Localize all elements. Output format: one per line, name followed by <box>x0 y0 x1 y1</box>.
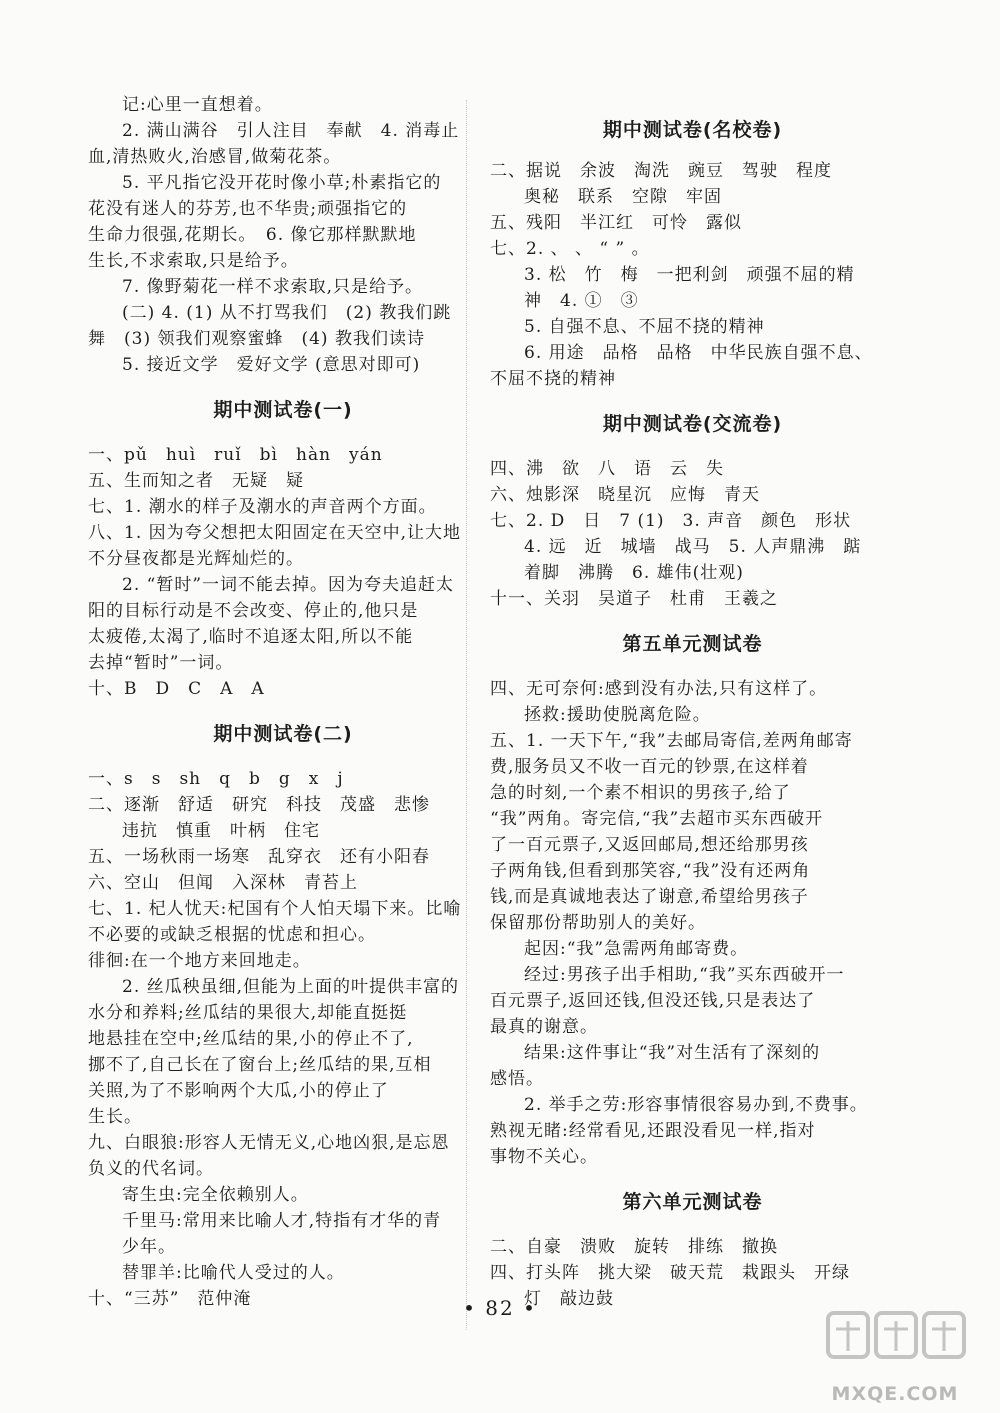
answer-line: 七、1. 潮水的样子及潮水的声音两个方面。 <box>88 497 437 517</box>
answer-line: 五、1. 一天下午,“我”去邮局寄信,差两角邮寄 <box>490 731 853 751</box>
section-heading: 期中测试卷(名校卷) <box>602 119 783 141</box>
answer-line: 六、空山 但闻 入深林 青苔上 <box>88 873 358 893</box>
answer-line: 4. 远 近 城墙 战马 5. 人声鼎沸 踮 <box>524 537 862 557</box>
answer-line: “我”两角。寄完信,“我”去超市买东西破开 <box>490 809 824 829</box>
answer-line: 寄生虫:完全依赖别人。 <box>122 1185 309 1205</box>
answer-line: 七、1. 杞人忧天:杞国有个人怕天塌下来。比喻 <box>88 899 462 919</box>
answer-line: 五、一场秋雨一场寒 乱穿衣 还有小阳春 <box>88 847 430 867</box>
answer-line: 不分昼夜都是光辉灿烂的。 <box>88 549 304 569</box>
answer-line: 结果:这件事让“我”对生活有了深刻的 <box>524 1043 821 1063</box>
answer-line: 少年。 <box>122 1237 176 1257</box>
answer-line: 阳的目标行动是不会改变、停止的,他只是 <box>88 601 419 621</box>
answer-line: 九、白眼狼:形容人无情无义,心地凶狠,是忘恩 <box>88 1133 450 1153</box>
answer-line: 一、pǔ huì ruǐ bì hàn yán <box>88 445 383 465</box>
answer-line: 五、残阳 半江红 可怜 露似 <box>490 213 742 233</box>
answer-line: 子两角钱,但看到那笑容,“我”没有还两角 <box>490 861 811 881</box>
answer-line: 七、2. 、 、 “ ” 。 <box>490 239 650 259</box>
answer-line: 不屈不挠的精神 <box>490 369 616 389</box>
answer-line: 7. 像野菊花一样不求索取,只是给予。 <box>122 277 424 297</box>
answer-line: 费,服务员又不收一百元的钞票,在这样着 <box>490 757 809 777</box>
answer-line: 钱,而是真诚地表达了谢意,希望给男孩子 <box>490 887 809 907</box>
answer-line: 替罪羊:比喻代人受过的人。 <box>122 1263 345 1283</box>
answer-line: 着脚 沸腾 6. 雄伟(壮观) <box>524 563 744 583</box>
page-number: • 82 • <box>463 1296 537 1320</box>
answer-line: (二) 4. (1) 从不打骂我们 (2) 教我们跳 <box>122 303 452 323</box>
answer-line: 水分和养料;丝瓜结的果很大,却能直挺挺 <box>88 1003 408 1023</box>
answer-line: 记:心里一直想着。 <box>122 95 273 115</box>
answer-line: 最真的谢意。 <box>490 1017 598 1037</box>
answer-line: 5. 平凡指它没开花时像小草;朴素指它的 <box>122 173 442 193</box>
answer-line: 拯救:援助使脱离危险。 <box>524 705 711 725</box>
answer-line: 3. 松 竹 梅 一把利剑 顽强不屈的精 <box>524 265 855 285</box>
answer-line: 6. 用途 品格 品格 中华民族自强不息、 <box>524 343 873 363</box>
watermark-logo-icon <box>820 1295 970 1375</box>
answer-line: 生长,不求索取,只是给予。 <box>88 251 299 271</box>
answer-line: 挪不了,自己长在了窗台上;丝瓜结的果,互相 <box>88 1055 432 1075</box>
answer-line: 二、逐渐 舒适 研究 科技 茂盛 悲惨 <box>88 795 430 815</box>
answer-line: 保留那份帮助别人的美好。 <box>490 913 706 933</box>
answer-line: 六、烛影深 晓星沉 应悔 青天 <box>490 485 760 505</box>
right-column <box>490 112 895 1312</box>
answer-line: 一、s s sh q b g x j <box>88 769 344 789</box>
answer-line: 去掉“暂时”一词。 <box>88 653 234 673</box>
answer-line: 灯 敲边鼓 <box>524 1289 614 1309</box>
answer-line: 奥秘 联系 空隙 牢固 <box>524 187 722 207</box>
answer-line: 八、1. 因为夸父想把太阳固定在天空中,让大地 <box>88 523 462 543</box>
answer-line: 二、据说 余波 淘洗 豌豆 驾驶 程度 <box>490 161 832 181</box>
answer-line: 急的时刻,一个素不相识的男孩子,给了 <box>490 783 791 803</box>
answer-line: 2. “暂时”一词不能去掉。因为夸夫追赶太 <box>122 575 455 595</box>
answer-line: 生命力很强,花期长。 6. 像它那样默默地 <box>88 225 417 245</box>
answer-line: 5. 接近文学 爱好文学 (意思对即可) <box>122 355 421 375</box>
answer-line: 五、生而知之者 无疑 疑 <box>88 471 304 491</box>
answer-line: 了一百元票子,又返回邮局,想还给那男孩 <box>490 835 809 855</box>
answer-line: 二、自豪 溃败 旋转 排练 撤换 <box>490 1237 778 1257</box>
answer-line: 起因:“我”急需两角邮寄费。 <box>524 939 749 959</box>
answer-line: 徘徊:在一个地方来回地走。 <box>88 951 311 971</box>
answer-line: 5. 自强不息、不屈不挠的精神 <box>524 317 765 337</box>
answer-line: 熟视无睹:经常看见,还跟没看见一样,指对 <box>490 1121 816 1141</box>
answer-line: 千里马:常用来比喻人才,特指有才华的青 <box>122 1211 442 1231</box>
answer-line: 四、打头阵 挑大梁 破天荒 栽跟头 开绿 <box>490 1263 850 1283</box>
answer-line: 生长。 <box>88 1107 142 1127</box>
answer-line: 四、沸 欲 八 语 云 失 <box>490 459 724 479</box>
answer-line: 2. 丝瓜秧虽细,但能为上面的叶提供丰富的 <box>122 977 460 997</box>
section-heading: 期中测试卷(二) <box>213 723 353 745</box>
answer-line: 百元票子,返回还钱,但没还钱,只是表达了 <box>490 991 816 1011</box>
answer-line: 不必要的或缺乏根据的忧虑和担心。 <box>88 925 376 945</box>
answer-line: 事物不关心。 <box>490 1147 598 1167</box>
answer-line: 太疲倦,太渴了,临时不追逐太阳,所以不能 <box>88 627 414 647</box>
answer-line: 十、“三苏” 范仲淹 <box>88 1289 252 1309</box>
column-divider <box>466 100 467 1330</box>
answer-line: 舞 (3) 领我们观察蜜蜂 (4) 教我们读诗 <box>88 329 425 349</box>
answer-line: 十一、关羽 吴道子 杜甫 王羲之 <box>490 589 778 609</box>
watermark-text: MXQE.COM <box>831 1383 959 1405</box>
answer-line: 经过:男孩子出手相助,“我”买东西破开一 <box>524 965 845 985</box>
answer-line: 感悟。 <box>490 1069 544 1089</box>
answer-line: 血,清热败火,治感冒,做菊花茶。 <box>88 147 342 167</box>
answer-line: 2. 举手之劳:形容事情很容易办到,不费事。 <box>524 1095 868 1115</box>
answer-line: 关照,为了不影响两个大瓜,小的停止了 <box>88 1081 389 1101</box>
answer-line: 十、B D C A A <box>88 679 265 699</box>
answer-line: 负义的代名词。 <box>88 1159 214 1179</box>
section-heading: 第六单元测试卷 <box>622 1191 763 1213</box>
left-column <box>88 92 478 1312</box>
answer-line: 七、2. D 日 7 (1) 3. 声音 颜色 形状 <box>490 511 852 531</box>
answer-line: 花没有迷人的芬芳,也不华贵;顽强指它的 <box>88 199 408 219</box>
watermark <box>820 1295 970 1405</box>
answer-line: 四、无可奈何:感到没有办法,只有这样了。 <box>490 679 828 699</box>
section-heading: 期中测试卷(一) <box>213 399 353 421</box>
section-heading: 第五单元测试卷 <box>622 633 763 655</box>
section-heading: 期中测试卷(交流卷) <box>602 413 783 435</box>
answer-line: 神 4. ① ③ <box>524 291 639 311</box>
answer-line: 2. 满山满谷 引人注目 奉献 4. 消毒止 <box>122 121 460 141</box>
answer-line: 地悬挂在空中;丝瓜结的果,小的停止不了, <box>88 1029 414 1049</box>
answer-line: 违抗 慎重 叶柄 住宅 <box>122 821 320 841</box>
